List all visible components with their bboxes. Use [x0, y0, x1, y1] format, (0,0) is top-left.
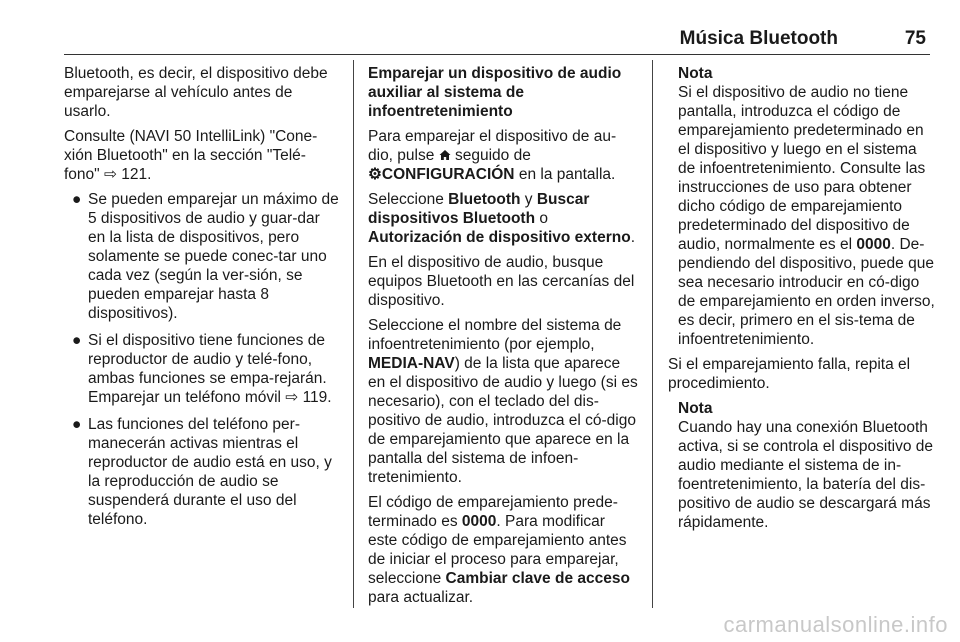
paragraph: Seleccione Bluetooth y Buscar dispositivos Bluetooth o Autorización de dispositivo externo.	[368, 191, 635, 246]
note-title: Nota	[678, 65, 713, 82]
watermark: carmanualsonline.info	[723, 612, 948, 637]
section-title: Música Bluetooth	[679, 28, 838, 49]
note-box	[668, 64, 938, 349]
header-rule	[64, 54, 930, 55]
bullet-icon: ●	[72, 191, 82, 208]
list-item: ● Las funciones del teléfono per-manecerán activas mientras el reproductor de audio está en uso, y la reproducción de audio se suspenderá durante el uso del teléfono.	[72, 416, 332, 528]
list-item: ● Se pueden emparejar un máximo de 5 dispositivos de audio y guar-dar en la lista de dispositivos, pero solamente se puede conec-tar uno cada vez (según la ver-sión, se pueden emparejar hasta 8 dispositivos).	[72, 191, 339, 322]
paragraph: Si el emparejamiento falla, repita el procedimiento.	[668, 356, 911, 392]
column-divider	[353, 60, 354, 608]
bullet-icon: ●	[72, 416, 82, 433]
page-number: 75	[904, 28, 926, 49]
list-item: ● Si el dispositivo tiene funciones de reproductor de audio y telé-fono, ambas funciones se empa-rejarán. Emparejar un teléfono móvil ⇨ 119.	[72, 332, 332, 406]
paragraph: Para emparejar el dispositivo de au-dio, pulse seguido de ⚙CONFIGURACIÓN en la pantalla.	[368, 128, 617, 183]
page-header	[64, 26, 930, 56]
section-heading: Emparejar un dispositivo de audio auxiliar al sistema de infoentretenimiento	[368, 65, 622, 120]
column-3	[668, 64, 938, 538]
paragraph: Bluetooth, es decir, el dispositivo debe emparejarse al vehículo antes de usarlo.	[64, 65, 328, 120]
bullet-list	[64, 190, 340, 529]
note-box	[668, 399, 938, 532]
note-title: Nota	[678, 400, 713, 417]
home-icon	[439, 149, 451, 161]
paragraph: Seleccione el nombre del sistema de infoentretenimiento (por ejemplo, MEDIA-NAV) de la lista que aparece en el dispositivo de audio y luego (si es necesario), con el teclado del dis-positivo de audio, introduzca el có-digo de emparejamiento que aparece en la pantalla del sistema de infoen-tretenimiento.	[368, 317, 638, 486]
note-text: Cuando hay una conexión Bluetooth activa, si se controla el dispositivo de audio mediante el sistema de in-foentretenimiento, la batería del dis-positivo de audio se descargará más rápidamente.	[678, 419, 934, 531]
paragraph: El código de emparejamiento prede-terminado es 0000. Para modificar este código de emparejamiento antes de iniciar el proceso para emparejar, seleccione Cambiar clave de acceso para actualizar.	[368, 494, 630, 606]
note-text: Si el dispositivo de audio no tiene pantalla, introduzca el código de emparejamiento predeterminado en el dispositivo y luego en el sistema de infoentretenimiento. Consulte las instrucciones de uso para obtener dicho código de emparejamiento predeterminado del dispositivo de audio, normalmente es el 0000. De-pendiendo del dispositivo, puede que sea necesario introducir en có-digo de emparejamiento en orden inverso, es decir, primero en el sis-tema de infoentretenimiento.	[678, 84, 935, 348]
paragraph: Consulte (NAVI 50 IntelliLink) "Cone-xión Bluetooth" en la sección "Telé-fono" ⇨ 121.	[64, 128, 318, 183]
bullet-icon: ●	[72, 332, 82, 349]
column-2	[368, 64, 638, 613]
column-1	[64, 64, 340, 537]
paragraph: En el dispositivo de audio, busque equipos Bluetooth en las cercanías del dispositivo.	[368, 254, 635, 309]
column-divider	[652, 60, 653, 608]
